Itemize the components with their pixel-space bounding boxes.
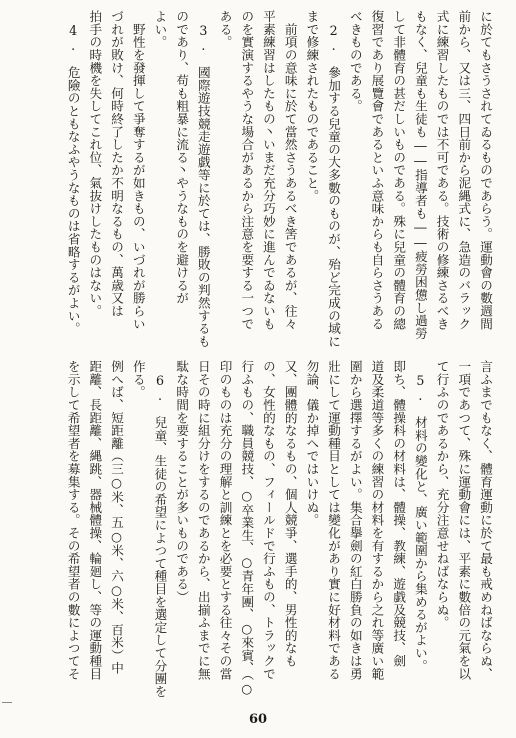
top-text-section bbox=[30, 10, 496, 348]
text-column: 5. 材料の變化と、廣い範圍から集めるがよい。 bbox=[412, 360, 428, 672]
page-number: 60 bbox=[248, 712, 268, 727]
text-column: 一項であつて、殊に運動會には、平素に數倍の元氣を以 bbox=[456, 360, 472, 680]
text-column: 6. 兒童、生徒の希望によつて種目を選定して分團を bbox=[152, 360, 168, 698]
text-column: 道及柔道等多くの練習の材料を有するから之れ等廣い範 bbox=[369, 360, 385, 680]
text-column: 拍手の時機を失してこれ位、氣抜けしたものはない。 bbox=[87, 10, 103, 318]
text-column: の、女性的なもの、フィールドで行ふもの、トラックで bbox=[260, 360, 276, 680]
text-column: 3. 國際遊技競走遊戯等に於ては、勝敗の判然するも bbox=[195, 10, 211, 348]
text-column: 復習であり展覽會であるといふ意味からも自らさうある bbox=[369, 10, 385, 330]
text-column: 式に練習したものでは不可である。技術の修練さるべき bbox=[434, 10, 450, 330]
text-column: 2. 參加する兒童の大多數のものが、殆ど完成の域に bbox=[326, 10, 342, 348]
text-column: 例へば、短距離（三○米、五○米、六○米、百米）中 bbox=[109, 360, 125, 675]
bottom-text-columns bbox=[30, 360, 496, 698]
text-column: のであり、苟も粗暴に流る丶やうなものを避けるが bbox=[174, 10, 190, 305]
text-column: 前から、又は三、四日前から泥縄式に、急造のバラック bbox=[456, 10, 472, 330]
text-column: 言ふまでもなく、體育運動に於て最も戒めねばならぬ、 bbox=[478, 360, 493, 680]
text-column: 印のものは充分の理解と訓練とを必要とする往々その當 bbox=[217, 360, 233, 680]
text-column: 4. 危險のともなふやうなものは省略するがよい。 bbox=[65, 10, 81, 335]
text-column: 行ふもの、職員競技、○卒業生、○青年團、○來賓、（○ bbox=[239, 360, 255, 697]
text-column: べきものである。 bbox=[347, 10, 363, 113]
text-column: まで修練されたものであること。 bbox=[304, 10, 320, 202]
text-column: に於てもさうされてゐるものであらう。運動會の數週間 bbox=[478, 10, 493, 330]
top-text-columns bbox=[30, 10, 496, 348]
text-column: 駄な時間を要することが多いものである） bbox=[174, 360, 190, 604]
text-column: 作る。 bbox=[130, 360, 146, 399]
page-edge-mark bbox=[2, 702, 12, 703]
text-column: て行ふのであるから、充分注意せねばならぬ。 bbox=[434, 360, 450, 629]
text-column: よい。 bbox=[152, 10, 168, 49]
text-column: 平素練習はしたもの丶いまだ充分巧妙に進んでゐないも bbox=[260, 10, 276, 330]
text-column: して非體育の甚だしいものである。殊に兒童の體育の總 bbox=[391, 10, 407, 330]
text-column: 即ち、體操科の材料は、體操、教練、遊戯及競技、劍 bbox=[391, 360, 407, 668]
text-column: 日その時に組分けをするのであるから、出揃ふまでに無 bbox=[195, 360, 211, 680]
text-column: を示して希望者を募集する。その希望者の數によつてそ bbox=[65, 360, 81, 680]
bottom-text-section bbox=[30, 360, 496, 698]
text-column: 前項の意味に於て當然さうあるべき筈であるが、往々 bbox=[282, 10, 298, 330]
text-column: 圍から選擇するがよい。集合擧劍の紅白勝負の如きは勇 bbox=[347, 360, 363, 680]
text-column: もなく、兒童も生徒も――指導者も――疲勞困憊し過勞 bbox=[412, 10, 428, 340]
text-column: づれが敗け、何時終了したか不明なるもの、萬歳又は bbox=[109, 10, 125, 318]
text-column: 壯にして運動種目としては變化があり實に好材料である bbox=[326, 360, 342, 680]
text-column: のを實演するやうな場合があるから注意を要する一つで bbox=[239, 10, 255, 330]
text-column: 勿論、儀か掉へではいけぬ。 bbox=[304, 360, 320, 527]
text-column: 距離、長距離、縄跳、器械體操、輪廻し、等の運動種目 bbox=[87, 360, 103, 680]
text-column: 野性を發揮して爭奪するが如きもの、いづれが勝らい bbox=[130, 10, 146, 330]
text-column: 又、團體的なるもの、個人競爭、選手的、男性的なも bbox=[282, 360, 298, 668]
text-column: ある。 bbox=[217, 10, 233, 49]
